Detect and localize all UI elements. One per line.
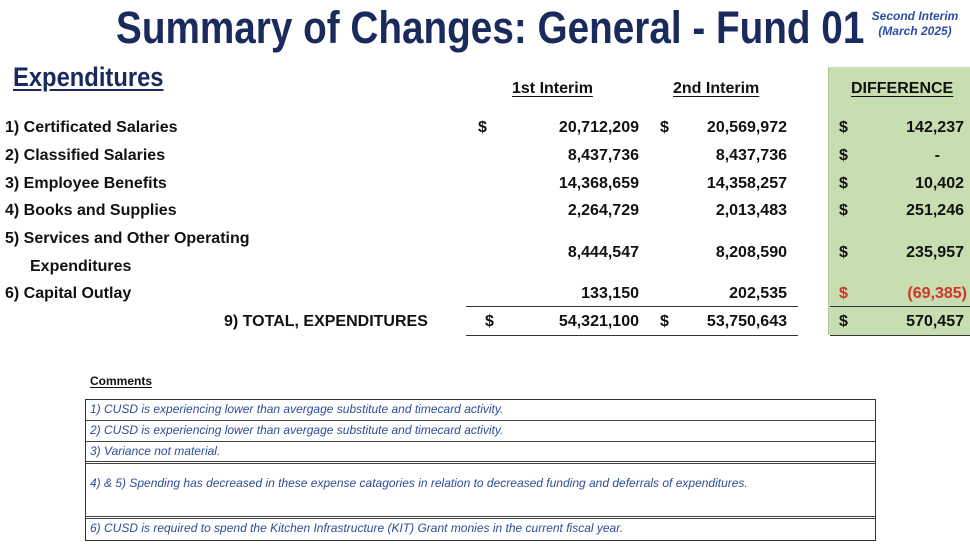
subtotal-rule (466, 306, 798, 307)
row-label: 3) Employee Benefits (5, 175, 167, 192)
column-header-difference: DIFFERENCE (851, 80, 954, 97)
second-interim-value: 2,013,483 (715, 202, 787, 219)
comments-box (85, 399, 876, 541)
total-first-interim-value: 54,321,100 (558, 313, 639, 330)
column-header-second-interim: 2nd Interim (673, 80, 760, 97)
subtotal-rule-difference (830, 306, 970, 307)
report-period-line1: Second Interim (871, 9, 959, 23)
comments-title: Comments (90, 374, 153, 388)
second-interim-value: 14,358,257 (706, 175, 787, 192)
dollar-sign: $ (839, 285, 848, 302)
second-interim-value: 8,208,590 (715, 244, 787, 261)
total-difference-value: 570,457 (906, 313, 964, 330)
first-interim-value: 14,368,659 (558, 175, 639, 192)
second-interim-value: 8,437,736 (715, 147, 787, 164)
section-heading: Expenditures (13, 62, 164, 92)
difference-value: 235,957 (906, 244, 964, 261)
second-interim-value: 202,535 (729, 285, 787, 302)
comment-item: 3) Variance not material. (86, 442, 875, 464)
difference-value: - (934, 147, 940, 164)
row-label: 2) Classified Salaries (5, 147, 166, 164)
row-label-line2: Expenditures (30, 258, 132, 275)
comment-item: 2) CUSD is experiencing lower than avergage substitute and timecard activity. (86, 421, 875, 442)
dollar-sign: $ (485, 313, 494, 330)
first-interim-value: 8,444,547 (567, 244, 639, 261)
dollar-sign: $ (660, 119, 669, 136)
total-label: 9) TOTAL, EXPENDITURES (224, 313, 428, 330)
dollar-sign: $ (839, 175, 848, 192)
row-label: 1) Certificated Salaries (5, 119, 178, 136)
second-interim-value: 20,569,972 (706, 119, 787, 136)
row-label: 6) Capital Outlay (5, 285, 132, 302)
comment-item: 1) CUSD is experiencing lower than avergage substitute and timecard activity. (86, 400, 875, 421)
dollar-sign: $ (839, 244, 848, 261)
difference-value-negative: (69,385) (907, 285, 967, 302)
row-label: 4) Books and Supplies (5, 202, 177, 219)
dollar-sign: $ (478, 119, 487, 136)
column-header-first-interim: 1st Interim (512, 80, 593, 97)
dollar-sign: $ (839, 313, 848, 330)
dollar-sign: $ (839, 147, 848, 164)
first-interim-value: 2,264,729 (567, 202, 639, 219)
dollar-sign: $ (660, 313, 669, 330)
difference-value: 10,402 (915, 175, 964, 192)
first-interim-value: 8,437,736 (567, 147, 639, 164)
total-rule (466, 335, 798, 336)
difference-value: 142,237 (906, 119, 964, 136)
comment-item: 6) CUSD is required to spend the Kitchen Infrastructure (KIT) Grant monies in the current fiscal year. (90, 521, 624, 535)
total-rule-difference (830, 335, 970, 336)
dollar-sign: $ (839, 119, 848, 136)
first-interim-value: 20,712,209 (558, 119, 639, 136)
difference-value: 251,246 (906, 202, 964, 219)
report-period (860, 9, 970, 39)
report-period-line2: (March 2025) (878, 24, 952, 38)
first-interim-value: 133,150 (581, 285, 639, 302)
page-title: Summary of Changes: General - Fund 01 (116, 2, 865, 53)
row-label-line1: 5) Services and Other Operating (5, 230, 250, 247)
total-second-interim-value: 53,750,643 (706, 313, 787, 330)
dollar-sign: $ (839, 202, 848, 219)
comment-item: 4) & 5) Spending has decreased in these expense catagories in relation to decreased funding and deferrals of expenditures. (86, 464, 875, 519)
